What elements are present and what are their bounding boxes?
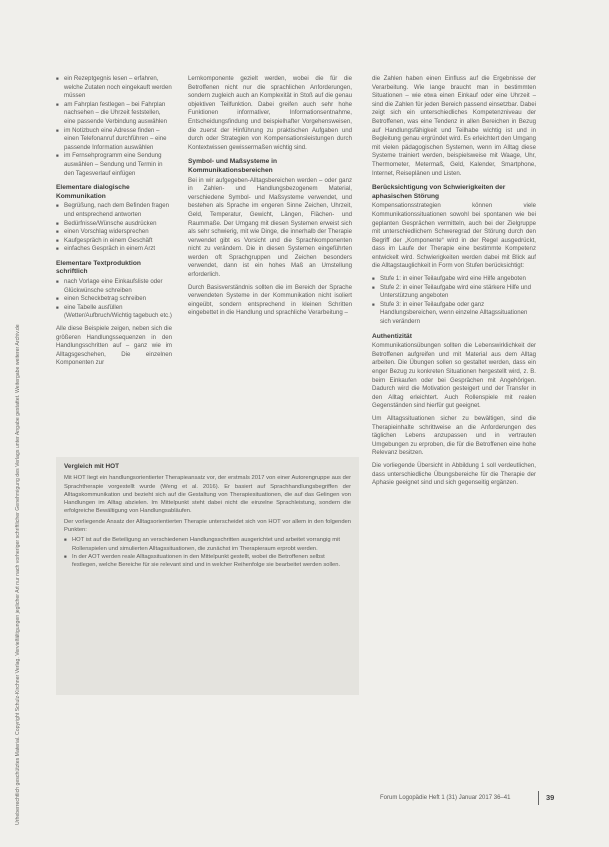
footer-divider (538, 791, 539, 805)
body-paragraph: Kommunikationsübungen sollten die Lebenswirklichkeit der Betroffenen aufgreifen und mit Material aus dem Alltag arbeiten. Die Übungen sollen so gestaltet werden, dass ein enger Bezug zu konkreten Situationen hergestellt wird, z. B. beim Einkaufen oder bei Gesprächen mit Angehörigen. Dadurch wird die Motivation gesteigert und der Transfer in den Alltag erleichtert. Auch Rollenspiele mit realen Gegenständen sind hierfür gut geeignet. (372, 342, 536, 410)
journal-reference: Forum Logopädie Heft 1 (31) Januar 2017 36–41 (380, 795, 511, 801)
list-item: ■ am Fahrplan festlegen – bei Fahrplan nachsehen – die Uhrzeit feststellen, eine passende Verbindung auswählen (56, 101, 172, 127)
bullet-list (56, 278, 172, 321)
info-box (56, 457, 359, 695)
list-item: ■ eine Tabelle ausfüllen (Wetter/Aufbruch/Wichtig tagebuch etc.) (56, 304, 172, 321)
list-item: ■ einen Scheckbetrag schreiben (56, 295, 172, 304)
page-footer (380, 790, 580, 806)
body-paragraph: Mit HOT liegt ein handlungsorientierter Therapieansatz vor, der erstmals 2017 von einer Autorengruppe aus der Sprachtherapie vorgestellt wurde (Weng et al. 2016). Er basiert auf Sprachhandlungsbegriffen der Alltagskommunikation und bezieht sich auf die Gestaltung von Therapiesituationen, die auf das Gelingen von Handlungen im Alltag abzielen. Im Mittelpunkt steht dabei nicht die einzelne Sprachleistung, sondern die erfolgreiche Bewältigung von Handlungsabläufen. (64, 475, 351, 515)
list-item: ■ nach Vorlage eine Einkaufsliste oder Glückwünsche schreiben (56, 278, 172, 295)
text-column-3 (372, 75, 536, 492)
list-item: ■ Stufe 2: in einer Teilaufgabe wird eine stärkere Hilfe und Unterstützung angeboten (372, 284, 536, 301)
section-heading: Symbol- und Maßsysteme in Kommunikationsbereichen (188, 158, 278, 174)
page-number: 39 (546, 793, 555, 802)
section-heading: Elementare dialogische Kommunikation (56, 184, 130, 200)
list-item: ■ Kaufgespräch in einem Geschäft (56, 237, 172, 246)
body-paragraph: Durch Basisverständnis sollten die im Bereich der Sprache verwendeten Systeme in der Kommunikation nicht isoliert eingeübt, sondern entsprechend in kleinen Schritten eingebettet in die Handlung und sprachliche Verarbeitung – (188, 283, 352, 317)
text-column-1 (56, 75, 172, 372)
section-heading: Berücksichtigung von Schwierigkeiten der aphasischen Störung (372, 184, 506, 200)
list-item: ■ In der AOT werden reale Alltagssituationen in den Mittelpunkt gestellt, wobei die Betroffenen selbst festlegen, welche Bereiche für sie relevant sind und in welcher Reihenfolge sie bearbeitet werden sollen. (64, 553, 351, 570)
section-heading: Elementare Textproduktion schriftlich (56, 259, 141, 276)
list-item: ■ Stufe 3: in einer Teilaufgabe oder ganz Handlungsbereichen, wenn einzelne Alltagssituationen sich verändern (372, 301, 536, 327)
list-item: ■ einfaches Gespräch in einem Arzt (56, 245, 172, 254)
list-item: ■ Stufe 1: in einer Teilaufgabe wird eine Hilfe angeboten (372, 275, 536, 284)
list-item: ■ Bedürfnisse/Wünsche ausdrücken (56, 220, 172, 229)
bullet-list (56, 75, 172, 178)
body-paragraph: Alle diese Beispiele zeigen, neben sich die größeren Handlungssequenzen in den Handlungsschritten auf – ganz wie im Alltagsgeschehen, Die einzelnen Komponenten zur (56, 325, 172, 367)
bullet-list (56, 202, 172, 254)
list-item: ■ Begrüßung, nach dem Befinden fragen und entsprechend antworten (56, 202, 172, 219)
body-paragraph: Um Alltagssituationen sicher zu bewältigen, sind die Therapieinhalte schrittweise an die Anforderungen des täglichen Lebens anzupassen und in vertrauten Umgebungen zu erproben, die für die Betroffenen eine hohe Relevanz besitzen. (372, 414, 536, 457)
list-item: ■ einen Vorschlag widersprechen (56, 228, 172, 237)
bullet-list (372, 275, 536, 327)
body-paragraph: Der vorliegende Ansatz der Alltagsorientierten Therapie unterscheidet sich von HOT vor allem in den folgenden Punkten: (64, 518, 351, 534)
body-paragraph: die Zahlen haben einen Einfluss auf die Ergebnisse der Verarbeitung. Wie lange braucht man in bestimmten Situationen – wie etwa einen Einkauf oder eine Uhrzeit – sind die Zahlen für jeden Bereich passend einsetzbar. Dabei zeigt sich ein unterschiedliches Kompetenzniveau der Betroffenen, was eine Tendenz in allen Bereichen in Bezug auf Handlungsfähigkeit und Teilhabe wichtig ist und in Begleitung genau ergründet wird. Es erleichtert den Umgang mit vielen pädagogischen Systemen, wenn im Alltag diese Systeme trainiert werden, beispielsweise mit Waage, Uhr, Thermometer, Metermaß, Geld, Kalender, Smartphone, Internet, Reiseplänen und Listen. (372, 75, 536, 177)
body-paragraph: Bei in wir aufgegeben-Alltagsbereichen werden – oder ganz in Zahlen- und Handlungsbezogenem Material, verschiedene Symbol- und Maßsysteme verwendet, und bestehen als Sprache im engeren Sinne Zeichen, Uhrzeit, Geld, Temperatur, Gewicht, Längen, Flächen- und Raummaße. Der Umgang mit diesen Systemen erweist sich als sehr schwierig, mit wie Dinge, die innerhalb der Therapie verwendet gibt es Vorsicht und die Sprachkomponenten nicht zu verändern. Die in diesen Systemen eingeführten werden oft Sprachgruppen und Zeichen besonders verwendet, dann ist ein hohes Maß an Umstellung erforderlich. (188, 176, 352, 279)
list-item: ■ HOT ist auf die Beteiligung an verschiedenen Handlungsschritten ausgerichtet und arbeitet vorrangig mit Rollenspielen und simulierten Alltagssituationen, die zunächst im Therapieraum erprobt werden. (64, 536, 351, 553)
section-heading: Authentizität (372, 332, 412, 340)
text-column-2 (188, 75, 352, 322)
bullet-list (64, 536, 351, 569)
list-item: ■ ein Rezeptgegnis lesen – erfahren, welche Zutaten noch eingekauft werden müssen (56, 75, 172, 101)
body-paragraph: Lernkomponente gezielt werden, wobei die für die Betroffenen nicht nur die sprachlichen Anforderungen, sondern zugleich auch an Komplexität in Stoß auf die genau objektiven Teilfunktion. Dabei greifen auch sehr hohe Funktionen informativer, Informationsentnahme, Entscheidungsfindung und beispielhafter Vorgehensweisen, die zuerst der Hinführung zu praktischen Aufgaben und durch oder Strategien von Kompensationsleistungen durch Kontextwissen gewissermaßen wichtig sind. (188, 75, 352, 151)
body-paragraph: Die vorliegende Übersicht in Abbildung 1 soll verdeutlichen, dass unterschiedliche Übungsbereiche für die Therapie der Aphasie geeignet sind und sich gegenseitig ergänzen. (372, 461, 536, 487)
list-item: ■ im Notizbuch eine Adresse finden – einen Telefonanruf durchführen – eine passende Information auswählen (56, 127, 172, 153)
copyright-margin-note: Urheberrechtlich geschütztes Material. Copyright Schulz-Kirchner Verlag. Vervielfältigungen jeglicher Art nur nach vorheriger schriftlicher Genehmigung des Verlags unter Angabe gestattet. Weitergabe weiterer Archiv.de (15, 324, 21, 825)
info-box-title: Vergleich mit HOT (64, 463, 120, 470)
body-paragraph: Kompensationsstrategien können viele Kommunikationssituationen sowohl bei spontanen wie bei geplanten Gesprächen vermitteln, auch bei der Zielgruppe mit unterschiedlichem Schweregrad der Störung durch den Begriff der „Komponente“ wird in der Regel ausgedrückt, dass im Laufe der Therapie eine bestimmte Kompetenz entwickelt wird. Schwierigkeiten werden dabei mit Blick auf die Alltagstauglichkeit in Form von Stufen berücksichtigt: (372, 202, 536, 270)
list-item: ■ im Fernsehprogramm eine Sendung auswählen – Sendung und Termin in den Tagesverlauf einfügen (56, 152, 172, 178)
